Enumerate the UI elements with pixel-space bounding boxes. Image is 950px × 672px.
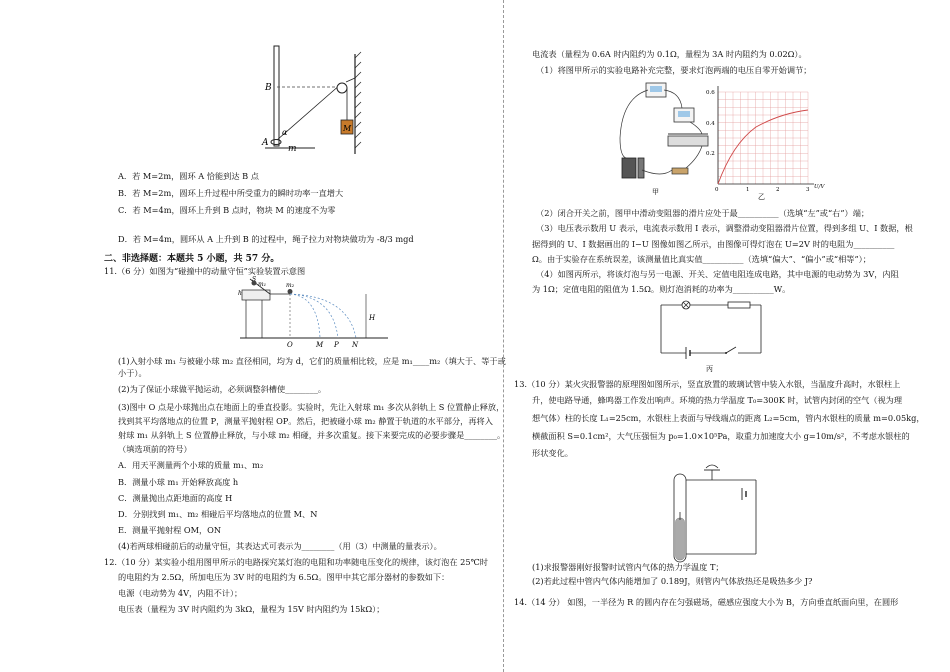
label-H: H (369, 314, 376, 322)
label-m: m (288, 144, 297, 154)
circuit-bing-figure (646, 295, 776, 375)
q12-part-2: （2）闭合开关之前，图甲中滑动变阻器的滑片应处于最__________（选填“左”或“右”）端； (536, 208, 870, 218)
label-a: A (262, 138, 269, 148)
x-tick-2: 2 (776, 187, 780, 193)
q13-line-4: 横截面积 S=0.1cm²，大气压强恒为 p₀=1.0×10⁵Pa，取重力加速度大小 g=10m/s²，不考虑水银柱的 (532, 431, 910, 441)
q11-line-4: (3)图中 O 点是小球抛出点在地面上的垂直投影。实验时，先让入射球 m₁ 多次从斜轨上 S 位置静止释放， (118, 402, 505, 412)
label-h: h (238, 290, 242, 297)
q12-line-1: 12.（10 分）某实验小组用图甲所示的电路探究某灯泡的电阻和功率随电压变化的规律，该灯泡在 25℃时 (104, 557, 488, 567)
label-jia: 甲 (652, 188, 659, 196)
label-O: O (287, 341, 293, 349)
q11-option-d: D．分别找到 m₁、m₂ 相碰后平均落地点的位置 M、N (118, 509, 318, 519)
iu-graph (704, 82, 838, 202)
label-s: S (252, 276, 257, 283)
x-tick-3: 3 (806, 187, 810, 193)
x-tick-0: 0 (715, 187, 719, 193)
q11-option-c: C．测量抛出点距地面的高度 H (118, 493, 233, 503)
q11-line-5: 找到其平均落地点的位置 P，测量平抛射程 OP。然后，把被碰小球 m₂ 静置于轨道的水平部分，再将入 (118, 416, 493, 426)
column-divider (503, 0, 505, 672)
label-m2: m₂ (286, 282, 295, 289)
label-N: N (352, 341, 359, 349)
q11-line-1: (1)入射小球 m₁ 与被碰小球 m₂ 直径相同，均为 d，它们的质量相比较，应是 m₁____m₂（填大于、等于或 (118, 356, 506, 366)
q13-line-1: 13.（10 分）某火灾报警器的原理图如图所示，竖直放置的玻璃试管中装入水银，当温度升高时，水银柱上 (514, 379, 901, 389)
q13-line-2: 升，使电路导通，蜂鸣器工作发出响声。环境的热力学温度 T₀=300K 时，试管内封闭的空气（视为理 (532, 395, 903, 405)
label-P: P (334, 341, 339, 349)
section-2-heading: 二、非选择题：本题共 5 小题，共 57 分。 (104, 254, 280, 264)
label-yi: 乙 (758, 193, 765, 201)
x-tick-1: 1 (746, 187, 750, 193)
y-tick-06: 0.6 (706, 90, 715, 96)
q13-line-3: 想气体）柱的长度 L₁=25cm，水银柱上表面与导线端点的距离 L₂=5cm，管内水银柱的质量 m=0.05kg， (532, 413, 925, 423)
x-axis-unit: U/V (814, 184, 825, 190)
label-b: B (265, 83, 272, 93)
q12-part-3b: 据得到的 U、I 数据画出的 I−U 图像如图乙所示，由图像可得灯泡在 U=2V 时的电阻为__________ (532, 239, 895, 249)
label-alpha: α (282, 128, 288, 137)
q12-line-4: 电压表（量程为 3V 时内阻约为 3kΩ，量程为 15V 时内阻约为 15kΩ）； (118, 604, 385, 614)
q12-ammeter-line: 电流表（量程为 0.6A 时内阻约为 0.1Ω，量程为 3A 时内阻约为 0.02Ω）。 (532, 49, 807, 59)
fire-alarm-figure (656, 458, 786, 568)
q11-line-3: (2)为了保证小球做平抛运动，必须调整斜槽使________。 (118, 384, 327, 394)
collision-figure (238, 276, 398, 351)
y-tick-02: 0.2 (706, 151, 715, 157)
q12-part-1: （1）将图甲所示的实验电路补充完整，要求灯泡两端的电压自零开始调节； (536, 65, 812, 75)
q11-line-2: 小于）。 (118, 368, 147, 378)
q13-sub-1: (1)求报警器刚好报警时试管内气体的热力学温度 T； (532, 562, 724, 572)
q12-line-3: 电源（电动势为 4V，内阻不计）； (118, 588, 243, 598)
q11-line-6: 射球 m₁ 从斜轨上 S 位置静止释放，与小球 m₂ 相碰，并多次重复。接下来要完成的必要步骤是________。 (118, 430, 506, 440)
label-bing: 丙 (706, 365, 713, 373)
q13-line-5: 形状变化。 (532, 448, 573, 458)
q11-line-4-expression: (4)若两球相碰前后的动量守恒，其表达式可表示为________（用（3）中测量的量表示）。 (118, 541, 442, 551)
pulley-figure (255, 42, 385, 157)
y-tick-04: 0.4 (706, 121, 715, 127)
q11-intro: 11.（6 分）如图为“碰撞中的动量守恒”实验装置示意图 (104, 266, 306, 276)
q10-option-d: D．若 M=4m，圆环从 A 上升到 B 的过程中，绳子拉力对物块做功为 -8/3 mgd (118, 234, 414, 244)
q11-option-a: A．用天平测量两个小球的质量 m₁、m₂ (118, 460, 264, 470)
q10-option-a: A．若 M=2m，圆环 A 恰能到达 B 点 (118, 171, 259, 181)
q11-line-7: （填选项前的符号） (118, 444, 192, 454)
circuit-apparatus-figure (602, 78, 714, 198)
label-M: M (316, 341, 324, 349)
q10-option-c: C．若 M=4m，圆环上升到 B 点时，物块 M 的速度不为零 (118, 205, 336, 215)
right-column (506, 0, 950, 672)
q12-part-4a: （4）如图丙所示，将该灯泡与另一电源、开关、定值电阻连成电路，其中电源的电动势为 3V，内阻 (536, 269, 899, 279)
q14-line-1: 14.（14 分） 如图，一半径为 R 的圆内存在匀强磁场，磁感应强度大小为 B，方向垂直纸面向里，在圆形 (514, 597, 899, 607)
q11-option-b: B．测量小球 m₁ 开始释放高度 h (118, 477, 239, 487)
q11-option-e: E．测量平抛射程 OM，ON (118, 525, 222, 535)
q12-part-4b: 为 1Ω；定值电阻的阻值为 1.5Ω。则灯泡消耗的功率为__________W。 (532, 284, 791, 294)
q12-part-3a: （3）电压表示数用 U 表示，电流表示数用 I 表示，调整滑动变阻器滑片位置，得到多组 U、I 数据，根 (536, 223, 913, 233)
q13-sub-2: (2)若此过程中管内气体内能增加了 0.189J，则管内气体放热还是吸热多少 J? (532, 576, 813, 586)
label-big-m: M (343, 124, 352, 133)
q12-part-3c: Ω。由于实验存在系统误差，该测量值比真实值__________（选填“偏大”、“偏小”或“相等”）； (532, 254, 871, 264)
label-m1: m₁ (258, 281, 267, 288)
q12-line-2: 的电阻约为 2.5Ω，所加电压为 3V 时的电阻约为 6.5Ω。图甲中其它部分器材的参数如下： (118, 572, 450, 582)
q10-option-b: B．若 M=2m，圆环上升过程中所受重力的瞬时功率一直增大 (118, 188, 344, 198)
